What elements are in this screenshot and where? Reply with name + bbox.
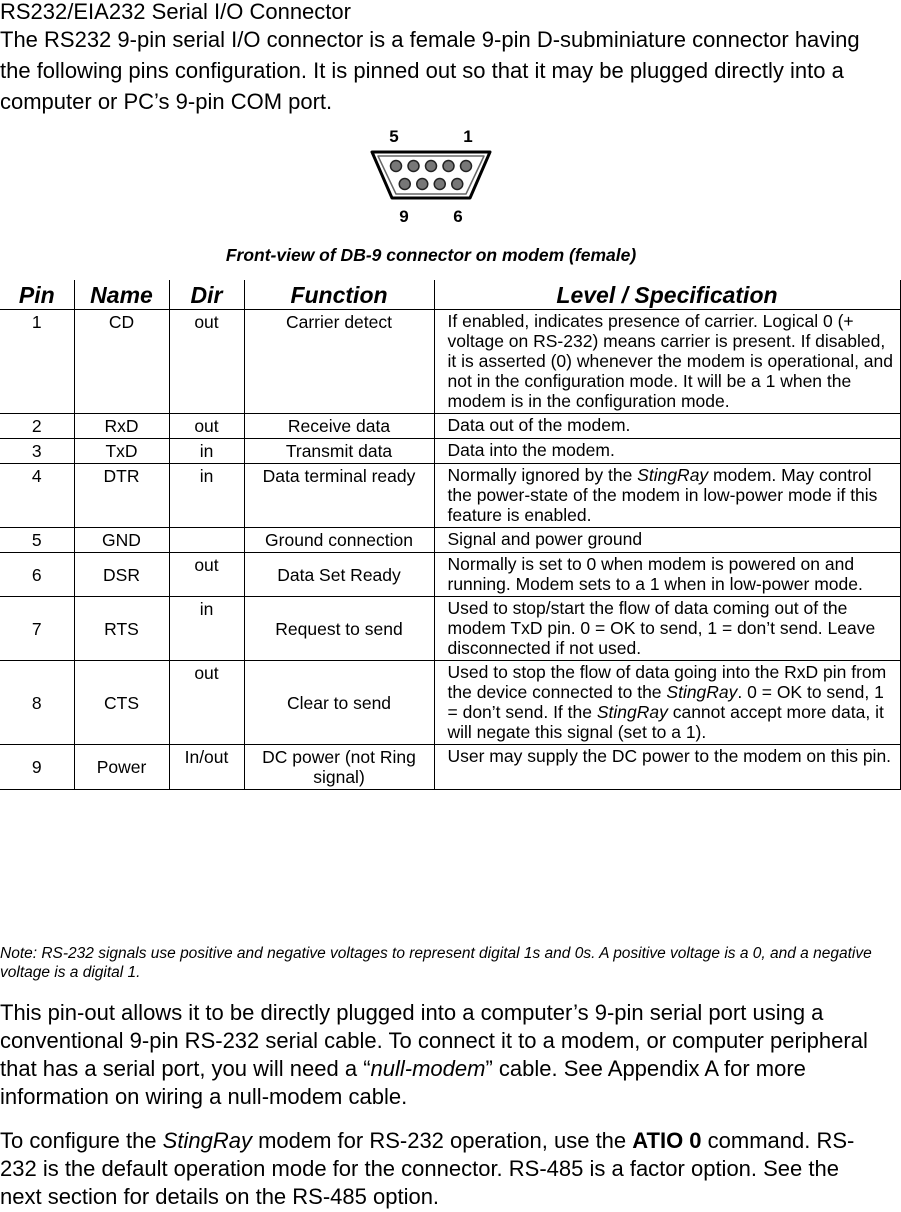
pin-number: 3: [0, 439, 74, 464]
table-row: [0, 553, 900, 597]
pin-number: 8: [0, 661, 74, 745]
spec-text: cannot accept more data, it will negate this signal (set to a 1).: [447, 702, 884, 742]
pin-name: CTS: [74, 661, 169, 745]
table-header-row: [0, 280, 900, 310]
paragraph-text: ” cable. See Appendix A for more information on wiring a null-modem cable.: [0, 1056, 806, 1109]
pin-function: Transmit data: [244, 439, 434, 464]
pin-specification: [434, 661, 900, 745]
pin-direction: in: [169, 597, 244, 661]
col-header-spec: Level / Specification: [434, 280, 900, 310]
pin-specification: Normally is set to 0 when modem is powered on and running. Modem sets to a 1 when in low-power mode.: [434, 553, 900, 597]
pin-hole: [452, 179, 463, 190]
pin-hole: [461, 161, 472, 172]
table-row: [0, 310, 900, 414]
pin-function: Data terminal ready: [244, 464, 434, 528]
product-name: StingRay: [596, 702, 668, 722]
pin-specification: Data out of the modem.: [434, 414, 900, 439]
table-row: [0, 414, 900, 439]
pin-function: Ground connection: [244, 528, 434, 553]
pin-hole: [408, 161, 419, 172]
pin-name: DTR: [74, 464, 169, 528]
pin-hole: [434, 179, 445, 190]
pin-label-6: 6: [453, 207, 463, 226]
pin-specification: Signal and power ground: [434, 528, 900, 553]
pin-number: 9: [0, 745, 74, 790]
pin-number: 7: [0, 597, 74, 661]
pin-number: 6: [0, 553, 74, 597]
pin-function: Data Set Ready: [244, 553, 434, 597]
pin-function: DC power (not Ring signal): [244, 745, 434, 790]
pin-number: 4: [0, 464, 74, 528]
pin-name: TxD: [74, 439, 169, 464]
col-header-name: Name: [74, 280, 169, 310]
null-modem-term: null-modem: [370, 1056, 486, 1081]
section-heading: RS232/EIA232 Serial I/O Connector: [0, 0, 351, 24]
null-modem-paragraph: [0, 999, 880, 1111]
spec-text: Normally ignored by the: [447, 465, 638, 485]
col-header-dir: Dir: [169, 280, 244, 310]
pin-hole: [391, 161, 402, 172]
pin-hole: [417, 179, 428, 190]
pin-direction: in: [169, 464, 244, 528]
pin-name: DSR: [74, 553, 169, 597]
pin-label-1: 1: [463, 127, 473, 146]
at-command: ATIO 0: [632, 1128, 702, 1153]
pin-number: 2: [0, 414, 74, 439]
pin-specification: If enabled, indicates presence of carrier. Logical 0 (+ voltage on RS-232) means carrier is present. If disabled, it is asserted (0) whenever the modem is operational, and not in the configuration mode. It will be a 1 when the modem is in the configuration mode.: [434, 310, 900, 414]
product-name: StingRay: [637, 465, 709, 485]
pin-name: GND: [74, 528, 169, 553]
product-name: StingRay: [162, 1128, 252, 1153]
db9-connector-diagram: [366, 126, 496, 226]
paragraph-text: command. RS-232 is the default operation mode for the connector. RS-485 is a factor option. See the next section for details on the RS-485 option.: [0, 1128, 855, 1209]
spec-text: . 0 = OK to send, 1 = don’t send. If the: [447, 682, 884, 722]
pin-specification: Used to stop/start the flow of data coming out of the modem TxD pin. 0 = OK to send, 1 = don’t send. Leave disconnected if not used.: [434, 597, 900, 661]
pin-number: 5: [0, 528, 74, 553]
pin-name: RxD: [74, 414, 169, 439]
table-row: [0, 528, 900, 553]
paragraph-text: modem for RS-232 operation, use the: [251, 1128, 633, 1153]
pin-direction: [169, 528, 244, 553]
table-row: [0, 745, 900, 790]
pin-name: CD: [74, 310, 169, 414]
pin-function: Carrier detect: [244, 310, 434, 414]
spec-text: Used to stop the flow of data going into the RxD pin from the device connected to the: [447, 662, 887, 702]
intro-paragraph: The RS232 9-pin serial I/O connector is a female 9-pin D-subminiature connector having the following pins configuration. It is pinned out so that it may be plugged directly into a computer or PC’s 9-pin COM port.: [0, 27, 860, 114]
pin-specification: User may supply the DC power to the modem on this pin.: [434, 745, 900, 790]
col-header-pin: Pin: [0, 280, 74, 310]
table-row: [0, 464, 900, 528]
pin-name: RTS: [74, 597, 169, 661]
footnote: Note: RS-232 signals use positive and negative voltages to represent digital 1s and 0s. A positive voltage is a 0, and a negative voltage is a digital 1.: [0, 945, 872, 981]
figure-caption: Front-view of DB-9 connector on modem (female): [225, 245, 637, 265]
table-row: [0, 661, 900, 745]
pin-label-5: 5: [389, 127, 399, 146]
pin-function: Clear to send: [244, 661, 434, 745]
paragraph-text: To configure the: [0, 1128, 163, 1153]
pin-hole: [443, 161, 454, 172]
pin-hole: [426, 161, 437, 172]
product-name: StingRay: [666, 682, 738, 702]
table-row: [0, 597, 900, 661]
pin-direction: out: [169, 661, 244, 745]
spec-text: modem. May control the power-state of the modem in low-power mode if this feature is enabled.: [447, 465, 878, 525]
pin-direction: In/out: [169, 745, 244, 790]
configuration-paragraph: [0, 1127, 880, 1211]
pin-direction: out: [169, 553, 244, 597]
pin-label-9: 9: [399, 207, 409, 226]
pin-name: Power: [74, 745, 169, 790]
pin-direction: out: [169, 414, 244, 439]
pin-number: 1: [0, 310, 74, 414]
table-row: [0, 439, 900, 464]
pin-function: Request to send: [244, 597, 434, 661]
pin-specification: Data into the modem.: [434, 439, 900, 464]
col-header-function: Function: [244, 280, 434, 310]
pin-direction: in: [169, 439, 244, 464]
pin-direction: out: [169, 310, 244, 414]
pinout-table: [0, 280, 901, 790]
pin-function: Receive data: [244, 414, 434, 439]
pin-hole: [399, 179, 410, 190]
paragraph-text: This pin-out allows it to be directly plugged into a computer’s 9-pin serial port using a conventional 9-pin RS-232 serial cable. To connect it to a modem, or computer peripheral that has a serial port, you will need a “: [0, 1000, 868, 1081]
pin-specification: [434, 464, 900, 528]
